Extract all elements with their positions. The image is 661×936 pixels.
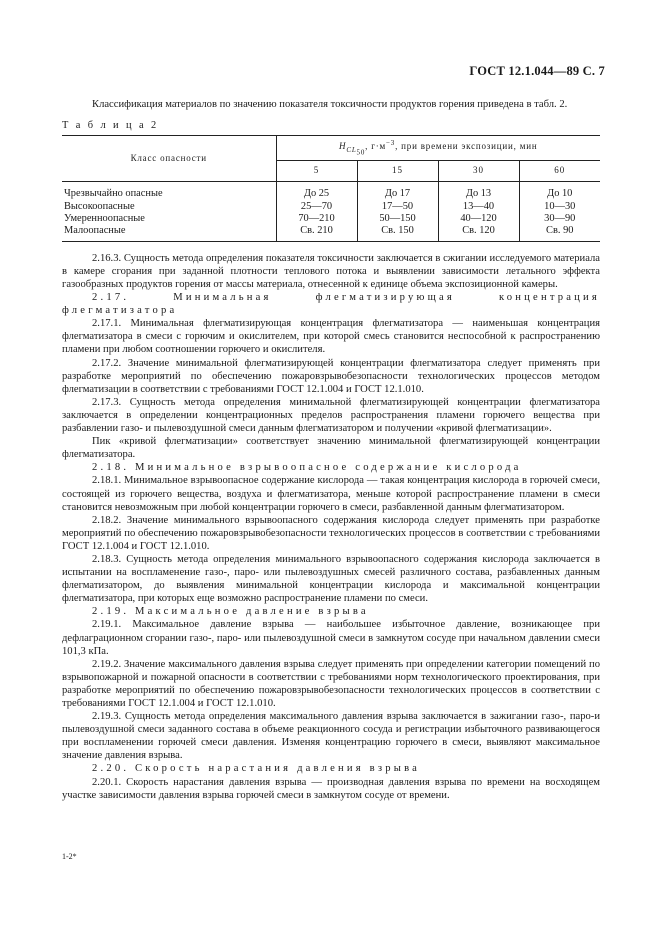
table-cell: 30—90 bbox=[544, 213, 576, 224]
document-body bbox=[62, 98, 600, 802]
table-cell: До 13 bbox=[438, 182, 519, 201]
table-cell: Св. 150 bbox=[357, 225, 438, 241]
column-header-class: Класс опасности bbox=[62, 136, 276, 182]
page-header: ГОСТ 12.1.044—89 С. 7 bbox=[469, 64, 605, 78]
paragraph-peak: Пик «кривой флегматизации» соответствует значению минимальной флегматизирующей концентрации флегматизатора. bbox=[62, 436, 600, 461]
paragraph-2-19-2: 2.19.2. Значение максимального давления взрыва следует применять при определении категории помещений по взрывопожарной и пожарной опасности в соответствии с требованиями норм технологического проектирования, при разработке мероприятий по обеспечению пожаровзрывобезопасности технологических процессов в соответствии с требованиями ГОСТ 12.1.004 и ГОСТ 12.1.010. bbox=[62, 658, 600, 709]
time-header-15: 15 bbox=[357, 161, 438, 182]
hcl-subscript: CL50 bbox=[346, 145, 366, 157]
table-cell: 25—70 bbox=[276, 201, 357, 213]
table-row bbox=[62, 201, 600, 213]
table-cell: До 25 bbox=[276, 182, 357, 201]
unit-text: , г·м bbox=[365, 140, 387, 151]
hcl-symbol: H bbox=[339, 140, 347, 151]
class-name: Умеренноопасные bbox=[62, 213, 276, 225]
section-heading-2-19: 2.19. Максимальное давление взрыва bbox=[92, 606, 369, 618]
toxicity-table bbox=[62, 135, 600, 242]
table-row bbox=[62, 213, 600, 225]
paragraph-2-17-1: 2.17.1. Минимальная флегматизирующая концентрация флегматизатора — наименьшая концентрация флегматизатора в смеси с горючим и окислителем, при которой смесь становится неспособной к распространению пламени при любом соотношении горючего и окислителя. bbox=[62, 318, 600, 356]
table-cell: 13—40 bbox=[438, 201, 519, 213]
page-footer-mark: 1-2* bbox=[62, 852, 77, 861]
class-name: Чрезвычайно опасные bbox=[62, 182, 276, 201]
table-row bbox=[62, 182, 600, 201]
exposure-text: , при времени экспозиции, мин bbox=[395, 140, 538, 151]
paragraph-2-17-3: 2.17.3. Сущность метода определения минимальной флегматизирующей концентрации флегматизатора заключается в определении концентрационных пределов распространения пламени горючего вещества при разбавлении газо- и пылевоздушной смеси данным флегматизатором и получении «кривой флегматизации». bbox=[62, 396, 600, 435]
section-heading-2-17: 2.17. Минимальная флегматизирующая концентрация флегматизатора bbox=[62, 292, 600, 317]
table-cell: 40—120 bbox=[438, 213, 519, 225]
table-row bbox=[62, 225, 600, 241]
paragraph-2-18-3: 2.18.3. Сущность метода определения минимального взрывоопасного содержания кислорода заключается в испытании на воспламенение газо-, паро- или пылевоздушных смесей различного состава, разбавленных данным флегматизатором, до выявления минимальной концентрации кислорода и максимальной концентрации флегматизатора, при которых еще возможно распространение пламени по смеси. bbox=[62, 553, 600, 605]
paragraph-2-17-2: 2.17.2. Значение минимальной флегматизирующей концентрации флегматизатора следует применять при разработке мероприятий по обеспечению пожаровзрывобезопасности технологических процессов методом флегматизации в соответствии с требованиями ГОСТ 12.1.004 и ГОСТ 12.1.010. bbox=[62, 357, 600, 395]
section-heading-2-18: 2.18. Минимальное взрывоопасное содержание кислорода bbox=[92, 462, 522, 474]
table-cell: 50—150 bbox=[357, 213, 438, 225]
paragraph-2-18-2: 2.18.2. Значение минимального взрывоопасного содержания кислорода следует применять при разработке мероприятий по обеспечению пожаровзрывобезопасности технологических процессов в соответствии с требованиями ГОСТ 12.1.004 и ГОСТ 12.1.010. bbox=[62, 514, 600, 552]
table-cell: Св. 210 bbox=[276, 225, 357, 241]
unit-exponent: −3 bbox=[386, 138, 396, 147]
table-cell: До 10 bbox=[547, 188, 573, 200]
table-cell: Св. 90 bbox=[519, 225, 600, 241]
paragraph-2-19-1: 2.19.1. Максимальное давление взрыва — наибольшее избыточное давление, возникающее при дефлаграционном сгорании газо-, паро- или пылевоздушной смеси в замкнутом сосуде при начальном давлении смеси 101,3 кПа. bbox=[62, 619, 600, 657]
paragraph-2-16-3: 2.16.3. Сущность метода определения показателя токсичности заключается в сжигании исследуемого материала в камере сгорания при заданной плотности теплового потока и выявлении зависимости летального эффекта газообразных продуктов горения от массы материала, отнесенной к единице объема экспозиционной камеры. bbox=[62, 252, 600, 290]
class-name: Малоопасные bbox=[62, 225, 276, 241]
intro-paragraph: Классификация материалов по значению показателя токсичности продуктов горения приведена в табл. 2. bbox=[92, 99, 568, 110]
paragraph-2-18-1: 2.18.1. Минимальное взрывоопасное содержание кислорода — такая концентрация кислорода в горючей смеси, состоящей из горючего вещества, воздуха и флегматизатора, меньше которой распространение пламени в смеси становится невозможным при любой концентрации горючего в смеси, разбавленной данным флегматизатором. bbox=[62, 475, 600, 513]
column-header-exposure bbox=[276, 136, 600, 161]
paragraph-2-20-1: 2.20.1. Скорость нарастания давления взрыва — производная давления взрыва по времени на восходящем участке зависимости давления взрыва горючей смеси в замкнутом сосуде от времени. bbox=[62, 776, 600, 801]
table-cell: 70—210 bbox=[276, 213, 357, 225]
time-header-30: 30 bbox=[438, 161, 519, 182]
time-header-60: 60 bbox=[519, 161, 600, 182]
table-cell: До 17 bbox=[357, 182, 438, 201]
table-cell: 10—30 bbox=[544, 200, 576, 212]
table-cell: Св. 120 bbox=[438, 225, 519, 241]
table-caption: Т а б л и ц а 2 bbox=[62, 120, 159, 132]
time-header-5: 5 bbox=[276, 161, 357, 182]
table-cell: 17—50 bbox=[357, 201, 438, 213]
section-heading-2-20: 2.20. Скорость нарастания давления взрыва bbox=[92, 763, 421, 775]
class-name: Высокоопасные bbox=[62, 201, 276, 213]
paragraph-2-19-3: 2.19.3. Сущность метода определения максимального давления взрыва заключается в зажигании газо-, паро-и пылевоздушной смеси заданного состава в объеме реакционного сосуда и регистрации избыточного развивающегося при воспламенении горючей смеси давления. Изменяя концентрацию горючего в смеси, выявляют максимальное значение давления взрыва. bbox=[62, 711, 600, 762]
